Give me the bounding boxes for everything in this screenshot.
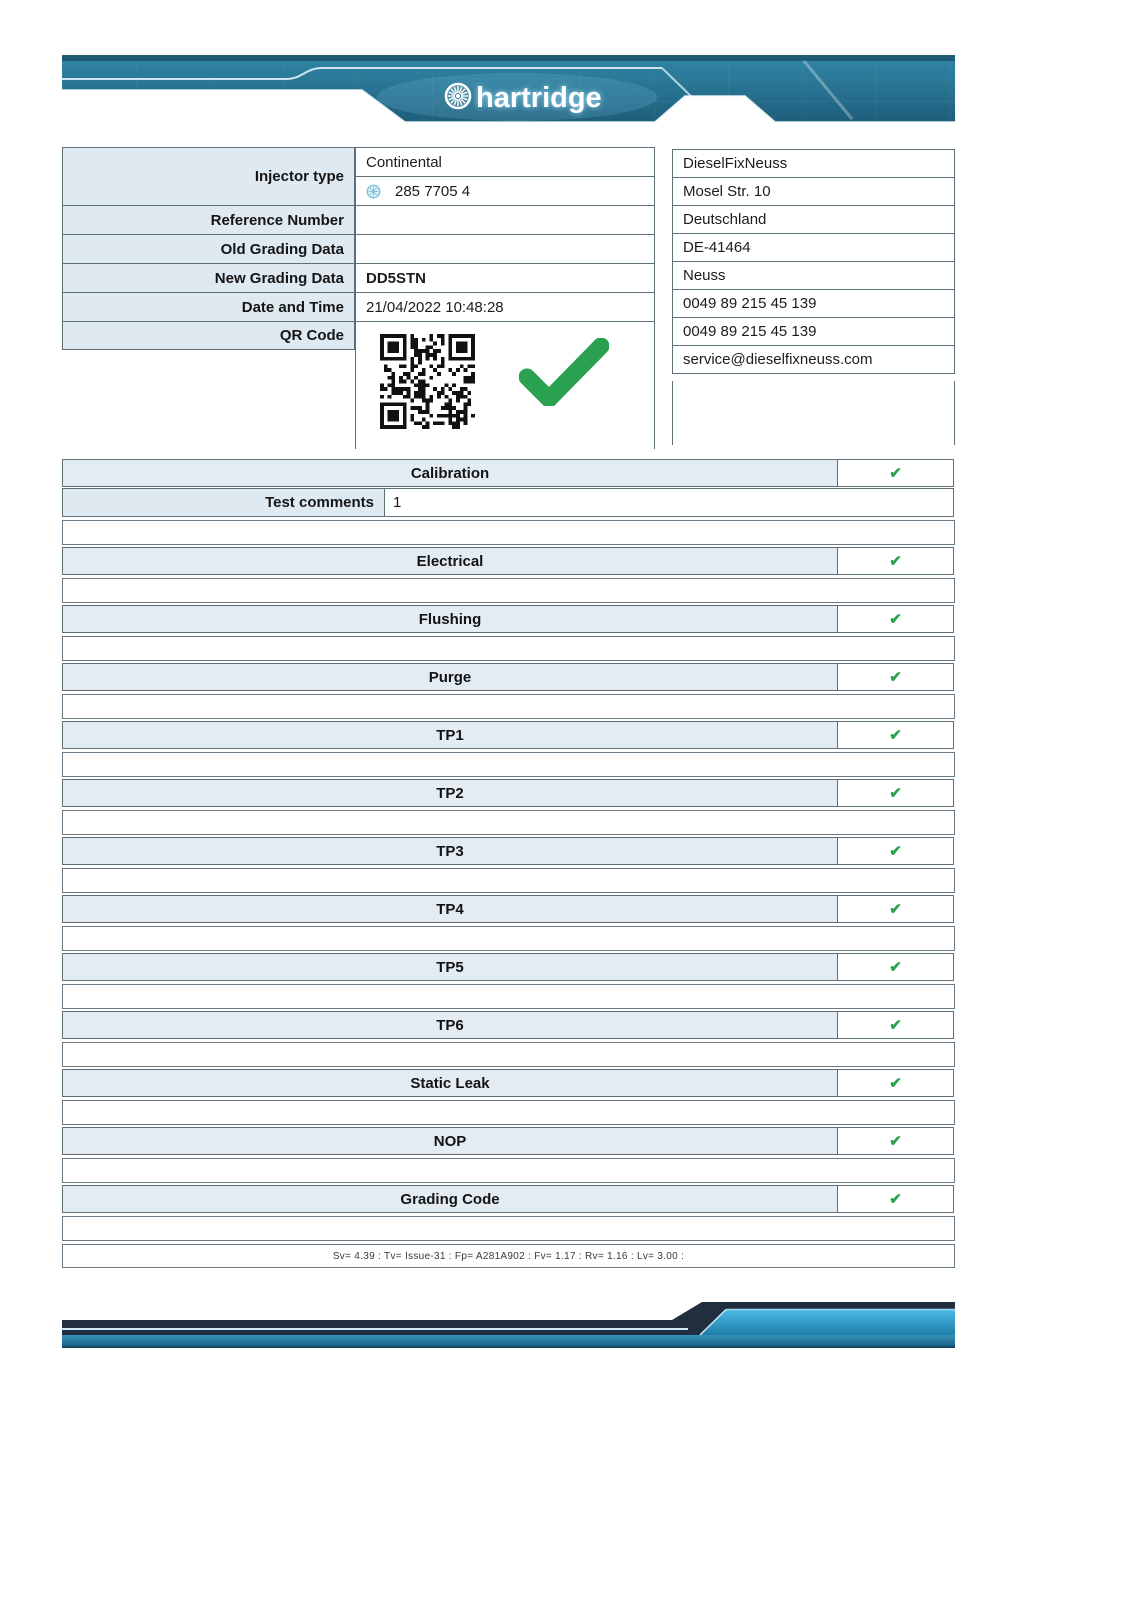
check-icon: ✔	[889, 784, 902, 802]
reference-number-label: Reference Number	[62, 205, 355, 235]
section-label: TP4	[62, 895, 838, 923]
section-status-cell	[837, 895, 954, 923]
customer-line-text: 0049 89 215 45 139	[683, 323, 817, 340]
brand-logo-text: hartridge	[476, 82, 602, 114]
check-icon: ✔	[889, 1132, 902, 1150]
version-info-text: Sv= 4.39 : Tv= Issue-31 : Fp= A281A902 : Fv= 1.17 : Rv= 1.16 : Lv= 3.00 :	[332, 1250, 685, 1262]
date-time-value: 21/04/2022 10:48:28	[355, 292, 655, 322]
customer-line	[672, 233, 955, 262]
report-page	[62, 55, 955, 1600]
check-icon: ✔	[889, 842, 902, 860]
version-info-row	[62, 1244, 955, 1268]
section-label: Flushing	[62, 605, 838, 633]
qr-code	[380, 334, 475, 429]
check-icon: ✔	[889, 900, 902, 918]
test-results	[62, 457, 955, 1268]
section-status-cell	[837, 605, 954, 633]
section-label: Static Leak	[62, 1069, 838, 1097]
section-status-cell	[837, 1069, 954, 1097]
customer-line-text: Deutschland	[683, 211, 767, 228]
section-label: Purge	[62, 663, 838, 691]
section-label: Calibration	[62, 459, 838, 487]
section-status-cell	[837, 779, 954, 807]
section-label: Grading Code	[62, 1185, 838, 1213]
wheel-icon	[366, 184, 381, 199]
test-comments-label: Test comments	[62, 488, 385, 517]
test-section-row	[62, 953, 955, 981]
customer-line-text: service@dieselfixneuss.com	[683, 351, 873, 368]
section-status-cell	[837, 953, 954, 981]
empty-row	[62, 636, 955, 661]
test-section-row	[62, 837, 955, 865]
check-icon: ✔	[889, 1016, 902, 1034]
customer-line	[672, 345, 955, 374]
wheel-icon	[446, 84, 470, 108]
section-status-cell	[837, 721, 954, 749]
test-section-row	[62, 663, 955, 691]
test-section-row	[62, 605, 955, 633]
customer-line-text: Neuss	[683, 267, 726, 284]
customer-line	[672, 261, 955, 290]
customer-line	[672, 289, 955, 318]
injector-info-table	[62, 147, 955, 457]
footer-banner	[62, 1298, 955, 1352]
section-status-cell	[837, 837, 954, 865]
empty-row	[62, 810, 955, 835]
customer-line-text: DieselFixNeuss	[683, 155, 788, 172]
check-icon	[519, 338, 609, 406]
section-status-cell	[837, 547, 954, 575]
section-label: TP6	[62, 1011, 838, 1039]
qr-cell	[355, 321, 655, 449]
empty-row	[62, 1042, 955, 1067]
empty-row	[62, 694, 955, 719]
empty-row	[62, 1216, 955, 1241]
empty-row	[62, 578, 955, 603]
test-section-row	[62, 1185, 955, 1213]
part-number-cell	[355, 176, 655, 206]
section-status-cell	[837, 459, 954, 487]
old-grading-data-value	[355, 234, 655, 264]
new-grading-data-label: New Grading Data	[62, 263, 355, 293]
section-label: TP2	[62, 779, 838, 807]
test-section-row	[62, 895, 955, 923]
customer-address-table	[672, 150, 955, 374]
empty-row	[62, 1100, 955, 1125]
manufacturer-value: Continental	[355, 147, 655, 177]
date-time-label: Date and Time	[62, 292, 355, 322]
check-icon: ✔	[889, 552, 902, 570]
part-number-value: 285 7705 4	[395, 182, 471, 200]
check-icon: ✔	[889, 958, 902, 976]
old-grading-data-label: Old Grading Data	[62, 234, 355, 264]
customer-line-text: Mosel Str. 10	[683, 183, 771, 200]
section-status-cell	[837, 1185, 954, 1213]
check-icon: ✔	[889, 610, 902, 628]
empty-row	[62, 868, 955, 893]
footer-cyan-accent	[700, 1310, 955, 1335]
test-section-row	[62, 1011, 955, 1039]
test-comments-value: 1	[384, 488, 954, 517]
qr-code-label: QR Code	[62, 321, 355, 350]
customer-line	[672, 317, 955, 346]
customer-table-extension	[672, 381, 955, 445]
section-label: TP1	[62, 721, 838, 749]
new-grading-data-value: DD5STN	[355, 263, 655, 293]
check-icon: ✔	[889, 668, 902, 686]
empty-row	[62, 926, 955, 951]
injector-type-label: Injector type	[62, 147, 355, 206]
test-section-row	[62, 459, 955, 487]
section-status-cell	[837, 1127, 954, 1155]
customer-line	[672, 205, 955, 234]
section-label: NOP	[62, 1127, 838, 1155]
empty-row	[62, 752, 955, 777]
check-icon: ✔	[889, 464, 902, 482]
customer-line	[672, 149, 955, 178]
section-status-cell	[837, 1011, 954, 1039]
section-label: Electrical	[62, 547, 838, 575]
check-icon: ✔	[889, 726, 902, 744]
check-icon: ✔	[889, 1074, 902, 1092]
check-icon: ✔	[889, 1190, 902, 1208]
section-label: TP3	[62, 837, 838, 865]
empty-row	[62, 984, 955, 1009]
customer-line-text: 0049 89 215 45 139	[683, 295, 817, 312]
section-label: TP5	[62, 953, 838, 981]
section-status-cell	[837, 663, 954, 691]
test-comments-row	[62, 488, 955, 517]
test-section-row	[62, 779, 955, 807]
test-section-row	[62, 1069, 955, 1097]
test-section-row	[62, 547, 955, 575]
header-banner	[62, 55, 955, 125]
empty-row	[62, 520, 955, 545]
customer-line	[672, 177, 955, 206]
test-section-row	[62, 1127, 955, 1155]
reference-number-value	[355, 205, 655, 235]
customer-line-text: DE-41464	[683, 239, 751, 256]
empty-row	[62, 1158, 955, 1183]
test-section-row	[62, 721, 955, 749]
